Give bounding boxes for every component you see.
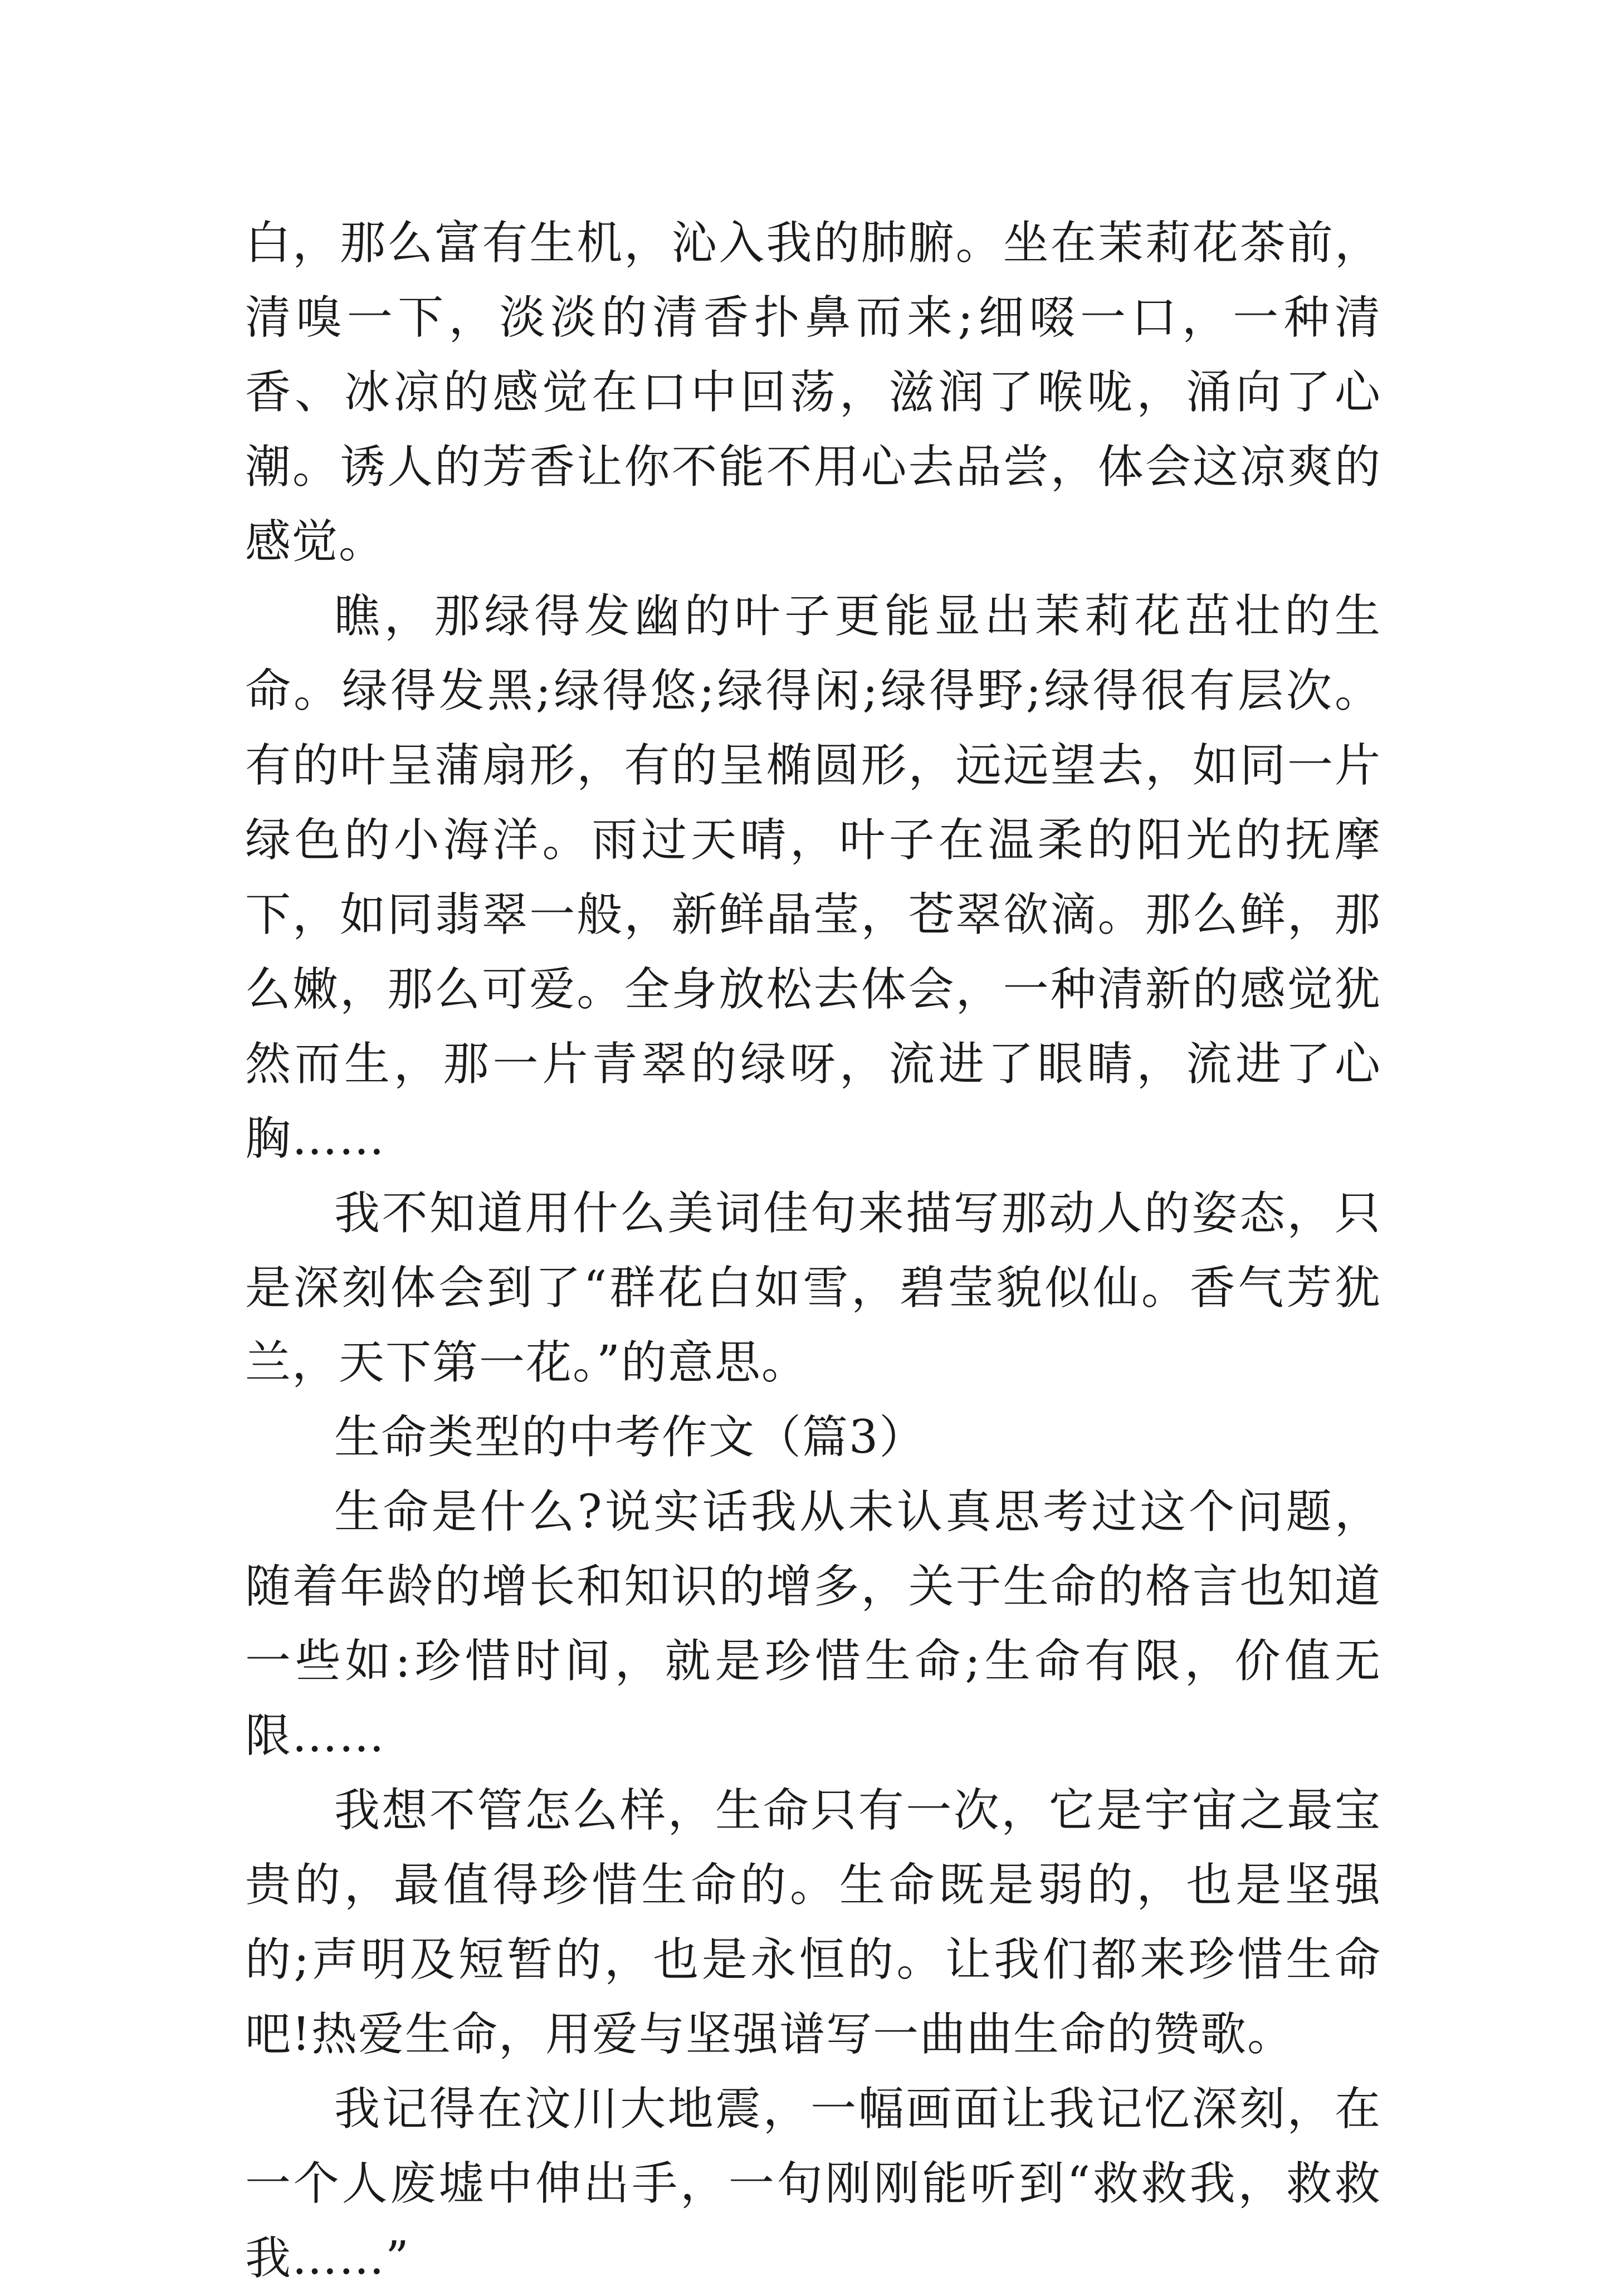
section-heading: 生命类型的中考作文（篇3） [334, 1411, 926, 1464]
document-body [245, 206, 1381, 2296]
paragraph-5: 我想不管怎么样，生命只有一次，它是宇宙之最宝贵的，最值得珍惜生命的。生命既是弱的，也是坚强的;声明及短暂的，也是永恒的。让我们都来珍惜生命吧!热爱生命，用爱与坚强谱写一曲曲生命的赞歌。 [245, 1784, 1381, 2061]
paragraph-3: 我不知道用什么美词佳句来描写那动人的姿态，只是深刻体会到了“群花白如雪，碧莹貌似仙。香气芳犹兰，天下第一花。”的意思。 [245, 1187, 1381, 1389]
paragraph-2: 瞧，那绿得发幽的叶子更能显出茉莉花茁壮的生命。绿得发黑;绿得悠;绿得闲;绿得野;绿得很有层次。有的叶呈蒲扇形，有的呈椭圆形，远远望去，如同一片绿色的小海洋。雨过天晴，叶子在温柔的阳光的抚摩下，如同翡翠一般，新鲜晶莹，苍翠欲滴。那么鲜，那么嫩，那么可爱。全身放松去体会，一种清新的感觉犹然而生，那一片青翠的绿呀，流进了眼睛，流进了心胸…… [245, 590, 1381, 1165]
paragraph-1: 白，那么富有生机，沁入我的肺腑。坐在茉莉花茶前，清嗅一下，淡淡的清香扑鼻而来;细啜一口，一种清香、冰凉的感觉在口中回荡，滋润了喉咙，涌向了心潮。诱人的芳香让你不能不用心去品尝，体会这凉爽的感觉。 [245, 217, 1381, 568]
paragraph-6: 我记得在汶川大地震，一幅画面让我记忆深刻，在一个人废墟中伸出手，一句刚刚能听到“救救我，救救我……” [245, 2083, 1381, 2285]
paragraph-4: 生命是什么?说实话我从未认真思考过这个问题，随着年龄的增长和知识的增多，关于生命的格言也知道一些如:珍惜时间，就是珍惜生命;生命有限，价值无限…… [245, 1486, 1381, 1762]
